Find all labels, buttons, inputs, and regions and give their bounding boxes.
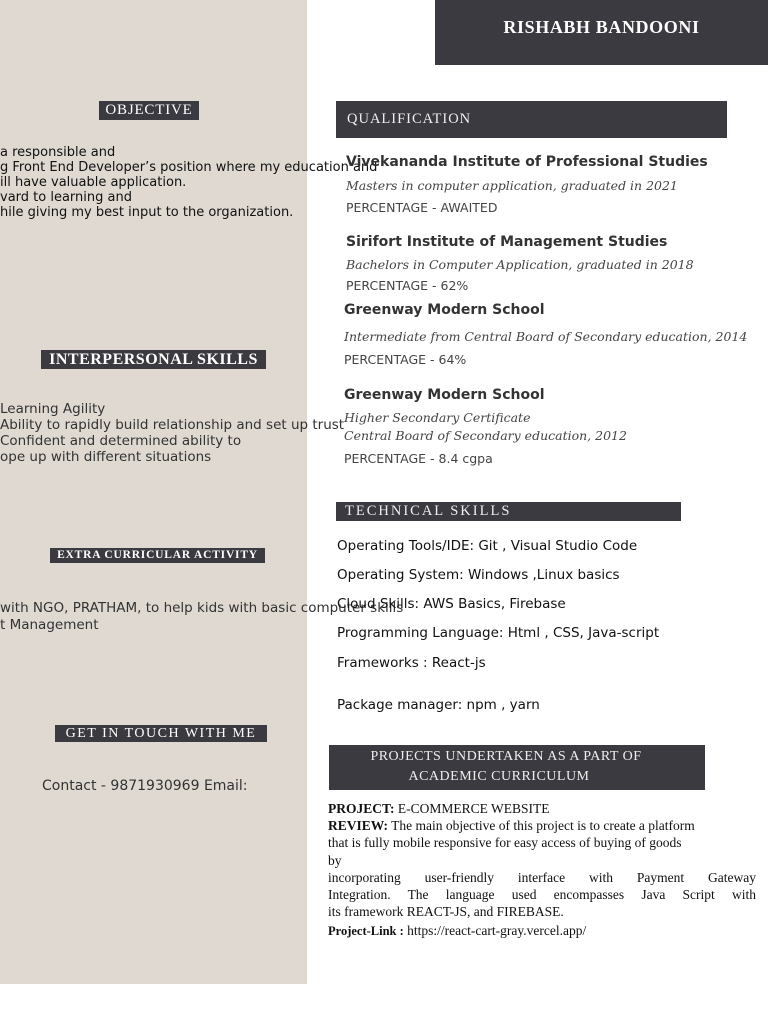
projects-heading-line2: ACADEMIC CURRICULUM xyxy=(408,769,590,784)
project-link-line xyxy=(328,922,756,941)
review-text: The main objective of this project is to create a platform xyxy=(388,818,695,833)
interpersonal-item: Ability to rapidly build relationship and set up trust xyxy=(0,417,345,433)
objective-line: ill have valuable application. xyxy=(0,175,187,190)
qualification-institute: Greenway Modern School xyxy=(344,302,545,318)
extra-curricular-heading: EXTRA CURRICULAR ACTIVITY xyxy=(50,548,265,563)
contact-details: Contact - 9871930969 Email: xyxy=(42,778,248,794)
qualification-institute: Sirifort Institute of Management Studies xyxy=(346,234,668,250)
qualification-percentage: PERCENTAGE - 8.4 cgpa xyxy=(344,451,493,466)
review-text: by xyxy=(328,853,342,868)
qualification-percentage: PERCENTAGE - 62% xyxy=(346,278,469,293)
qualification-degree: Higher Secondary Certificate xyxy=(344,410,531,425)
interpersonal-item: Learning Agility xyxy=(0,401,106,417)
qualification-degree: Masters in computer application, graduated in 2021 xyxy=(346,178,678,193)
extra-curricular-item: t Management xyxy=(0,617,99,633)
qualification-institute: Vivekananda Institute of Professional Studies xyxy=(346,154,708,170)
technical-skill-item: Frameworks : React-js xyxy=(337,655,486,671)
objective-heading: OBJECTIVE xyxy=(99,101,199,120)
objective-line: g Front End Developer’s position where my education and xyxy=(0,160,378,175)
objective-line: vard to learning and xyxy=(0,190,132,205)
qualification-institute: Greenway Modern School xyxy=(344,387,545,403)
interpersonal-item: Confident and determined ability to xyxy=(0,433,242,449)
project-link-url[interactable]: https://react-cart-gray.vercel.app/ xyxy=(403,923,587,938)
qualification-degree: Bachelors in Computer Application, graduated in 2018 xyxy=(346,257,694,272)
projects-heading xyxy=(329,745,705,790)
review-text: that is fully mobile responsive for easy access of buying of goods xyxy=(328,835,682,850)
qualification-degree-board: Central Board of Secondary education, 2012 xyxy=(344,428,627,443)
project-link-label: Project-Link : xyxy=(328,924,404,938)
review-label: REVIEW: xyxy=(328,818,389,833)
contact-heading: GET IN TOUCH WITH ME xyxy=(55,725,267,742)
projects-heading-line1: PROJECTS UNDERTAKEN AS A PART OF xyxy=(370,749,642,764)
objective-line: a responsible and xyxy=(0,145,116,160)
qualification-heading: QUALIFICATION xyxy=(336,101,727,138)
technical-skill-item: Programming Language: Html , CSS, Java-script xyxy=(337,625,660,641)
technical-skill-item: Package manager: npm , yarn xyxy=(337,697,540,713)
extra-curricular-item: with NGO, PRATHAM, to help kids with basic computer skills xyxy=(0,600,404,616)
qualification-percentage: PERCENTAGE - 64% xyxy=(344,352,467,367)
project-title-line xyxy=(328,800,756,818)
project-name: E-COMMERCE WEBSITE xyxy=(394,801,550,816)
project-review-line xyxy=(328,817,756,835)
review-text: Integration. The language used encompasses Java Script with xyxy=(328,887,756,902)
technical-skill-item: Operating System: Windows ,Linux basics xyxy=(337,567,620,583)
project-label: PROJECT: xyxy=(328,801,395,816)
candidate-name: RISHABH BANDOONI xyxy=(503,17,700,37)
qualification-degree: Intermediate from Central Board of Secondary education, 2014 xyxy=(344,329,748,344)
interpersonal-heading: INTERPERSONAL SKILLS xyxy=(41,350,266,369)
review-text: its framework REACT-JS, and FIREBASE. xyxy=(328,904,564,919)
qualification-percentage: PERCENTAGE - AWAITED xyxy=(346,200,498,215)
technical-skill-item: Operating Tools/IDE: Git , Visual Studio Code xyxy=(337,538,638,554)
interpersonal-item: ope up with different situations xyxy=(0,449,212,465)
technical-skill-item: Cloud Skills: AWS Basics, Firebase xyxy=(337,596,566,612)
technical-skills-heading: TECHNICAL SKILLS xyxy=(336,502,681,521)
review-text: incorporating user-friendly interface with Payment Gateway xyxy=(328,870,756,885)
objective-line: hile giving my best input to the organization. xyxy=(0,205,294,220)
